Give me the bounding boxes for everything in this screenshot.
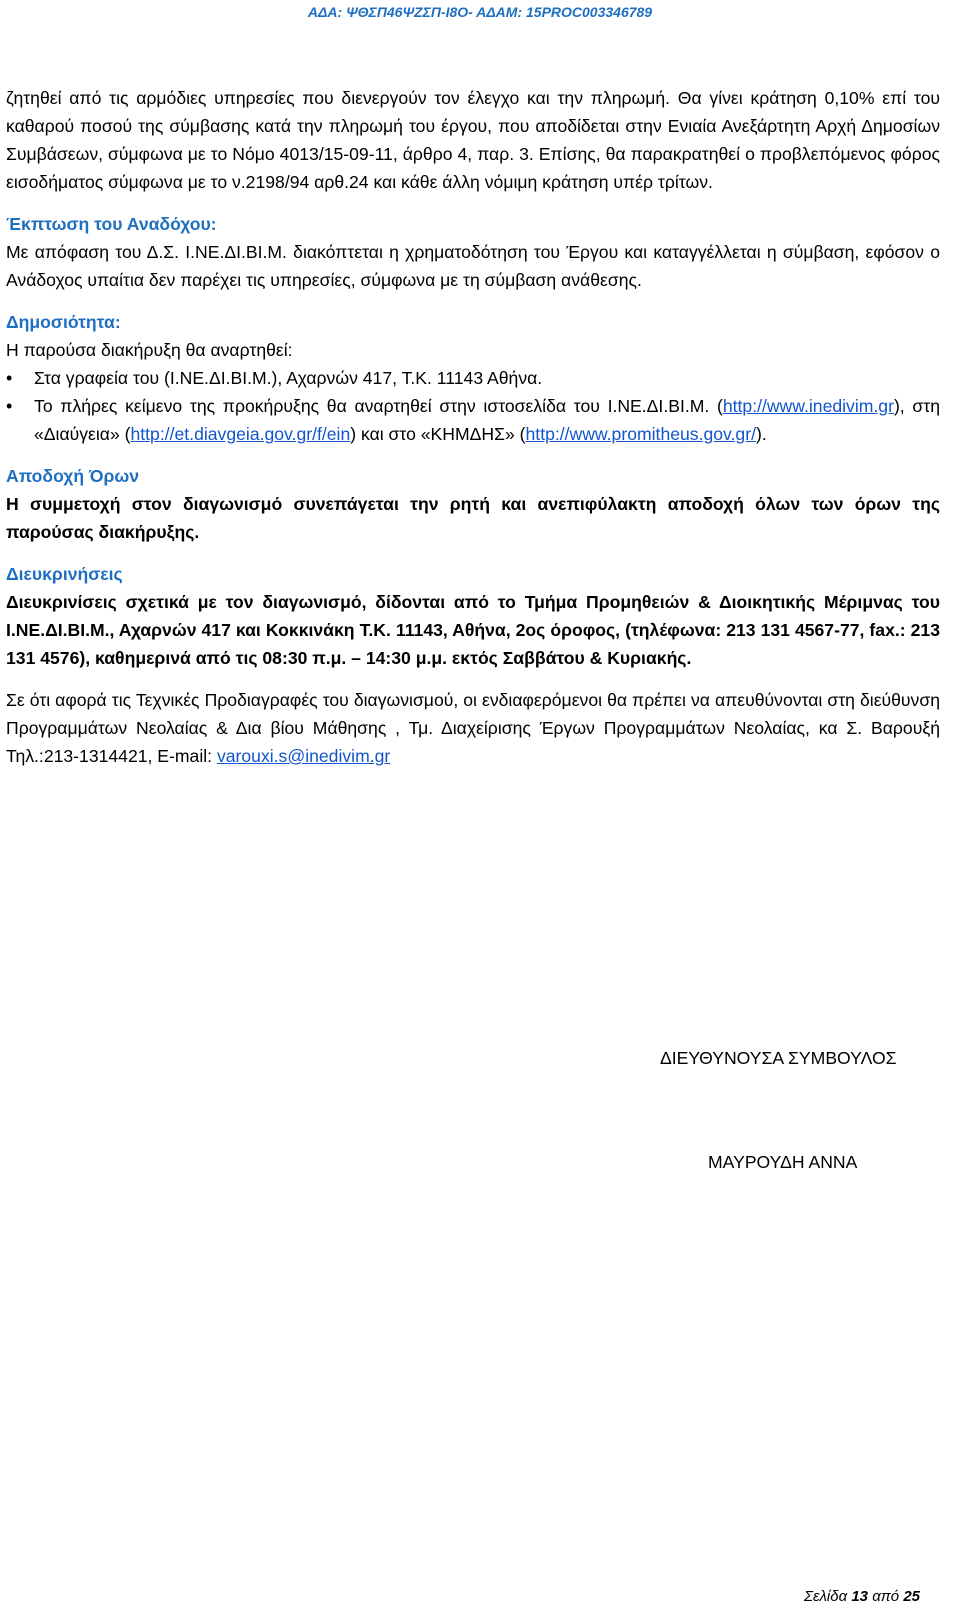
dimosiotita-intro: Η παρούσα διακήρυξη θα αναρτηθεί: <box>6 340 293 360</box>
bullet-2-text-b: ), στη «Διαύγεια» ( <box>34 396 941 444</box>
dimosiotita-heading: Δημοσιότητα: <box>6 312 121 332</box>
diavgeia-link[interactable]: http://et.diavgeia.gov.gr/f/ein <box>130 424 351 444</box>
bullet-2-text-d: ). <box>755 424 767 444</box>
technical-paragraph <box>6 686 940 770</box>
ekptosi-heading: Έκπτωση του Αναδόχου: <box>6 214 217 234</box>
footer-prefix: Σελίδα <box>803 1588 848 1605</box>
list-item <box>6 392 940 448</box>
page-footer <box>804 1588 920 1605</box>
inedivim-link[interactable]: http://www.inedivim.gr <box>722 396 894 416</box>
list-item <box>6 364 940 392</box>
ekptosi-text: Με απόφαση του Δ.Σ. Ι.ΝΕ.ΔΙ.ΒΙ.Μ. διακόπτεται η χρηματοδότηση του Έργου και καταγγέλλεται η σύμβαση, εφόσον ο Ανάδοχος υπαίτια δεν παρέχει τις υπηρεσίες, σύμφωνα με τη σύμβαση ανάθεσης. <box>6 242 940 290</box>
dieukriniseis-heading: Διευκρινήσεις <box>6 564 123 584</box>
footer-middle: από <box>872 1588 900 1605</box>
document-body <box>6 84 940 770</box>
signature-title: ΔΙΕΥΘΥΝΟΥΣΑ ΣΥΜΒΟΥΛΟΣ <box>660 1048 897 1068</box>
bullet-2-text-c: ) και στο «ΚΗΜΔΗΣ» ( <box>350 424 526 444</box>
bullet-2-text-a: Το πλήρες κείμενο της προκήρυξης θα αναρτηθεί στην ιστοσελίδα του Ι.ΝΕ.ΔΙ.ΒΙ.Μ. ( <box>34 396 723 416</box>
signature-name: ΜΑΥΡΟΥΔΗ ΑΝΝΑ <box>708 1152 858 1172</box>
bullet-1-text: Στα γραφεία του (Ι.ΝΕ.ΔΙ.ΒΙ.Μ.), Αχαρνών 417, Τ.Κ. 11143 Αθήνα. <box>34 368 543 388</box>
apodoxi-heading: Αποδοχή Όρων <box>6 466 140 486</box>
promitheus-link[interactable]: http://www.promitheus.gov.gr/ <box>525 424 756 444</box>
email-link[interactable]: varouxi.s@inedivim.gr <box>216 746 391 766</box>
apodoxi-text: Η συμμετοχή στον διαγωνισμό συνεπάγεται την ρητή και ανεπιφύλακτη αποδοχή όλων των όρων της παρούσας διακήρυξης. <box>6 494 940 542</box>
ada-header: ΑΔΑ: ΨΘΣΠ46ΨΖΣΠ-Ι8Ο- ΑΔΑΜ: 15PROC003346789 <box>307 4 653 20</box>
footer-page-number: 13 <box>851 1588 869 1605</box>
dieukriniseis-text: Διευκρινίσεις σχετικά με τον διαγωνισμό, δίδονται από το Τμήμα Προμηθειών & Διοικητικής Μέριμνας του Ι.ΝΕ.ΔΙ.ΒΙ.Μ., Αχαρνών 417 και Κοκκινάκη Τ.Κ. 11143, Αθήνα, 2ος όροφος, (τηλέφωνα: 213 131 4567-77, fax.: 213 131 4576), καθημερινά από τις 08:30 π.μ. – 14:30 μ.μ. εκτός Σαββάτου & Κυριακής. <box>6 592 940 668</box>
publication-list <box>6 364 940 448</box>
footer-total-pages: 25 <box>903 1588 920 1605</box>
technical-text: Σε ότι αφορά τις Τεχνικές Προδιαγραφές του διαγωνισμού, οι ενδιαφερόμενοι θα πρέπει να απευθύνονται στη διεύθυνση Προγραμμάτων Νεολαίας & Δια βίου Μάθησης , Τμ. Διαχείρισης Έργων Προγραμμάτων Νεολαίας, κα Σ. Βαρουξή Τηλ.:213-1314421, E-mail: <box>6 690 940 766</box>
intro-paragraph: ζητηθεί από τις αρμόδιες υπηρεσίες που διενεργούν τον έλεγχο και την πληρωμή. Θα γίνει κράτηση 0,10% επί του καθαρού ποσού της σύμβασης κατά την πληρωμή του έργου, που αποδίδεται στην Ενιαία Ανεξάρτητη Αρχή Δημοσίων Συμβάσεων, σύμφωνα με το Νόμο 4013/15-09-11, άρθρο 4, παρ. 3. Επίσης, θα παρακρατηθεί ο προβλεπόμενος φόρος εισοδήματος σύμφωνα με το ν.2198/94 αρθ.24 και κάθε άλλη νόμιμη κράτηση υπέρ τρίτων. <box>6 88 940 192</box>
